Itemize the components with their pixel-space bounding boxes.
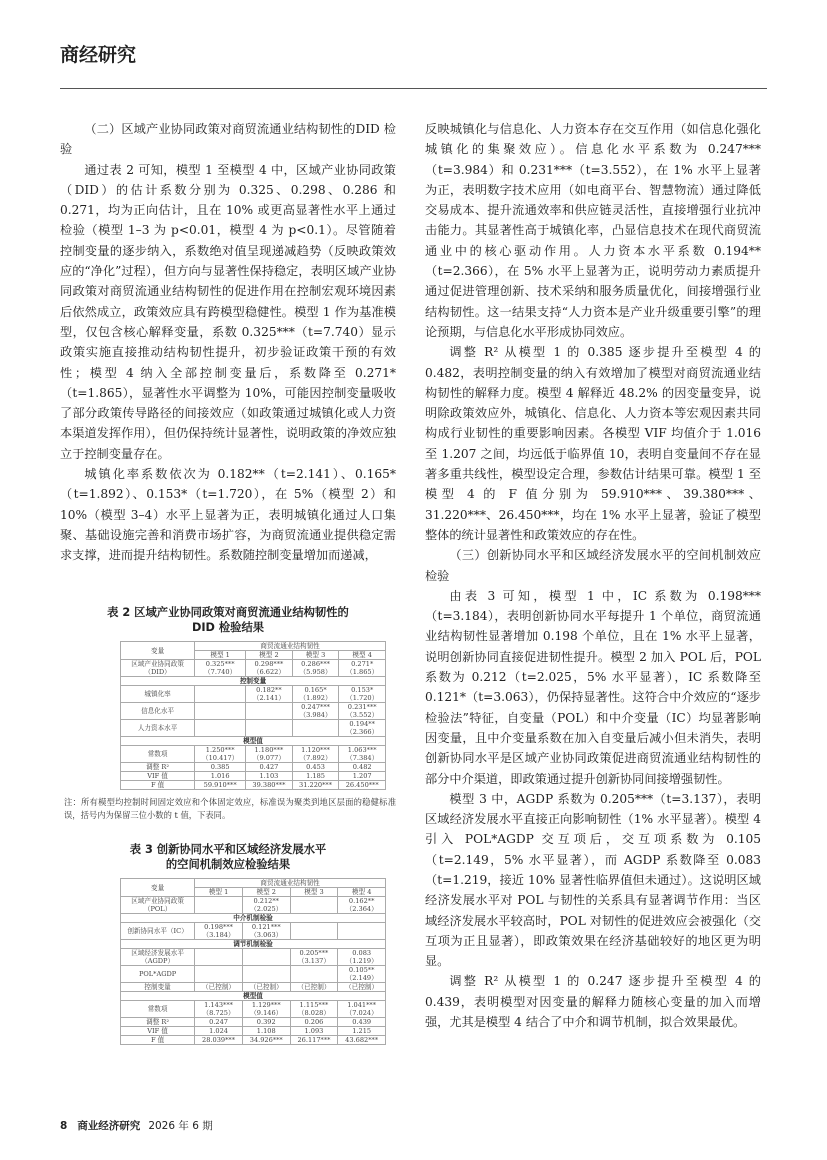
section-row	[121, 737, 386, 746]
value-cell	[195, 897, 243, 914]
value-cell: 0.453	[292, 763, 339, 772]
value-cell: 0.247*** （3.984）	[292, 703, 339, 720]
header-rule	[60, 88, 767, 89]
value-cell: 1.024	[195, 1027, 243, 1036]
section-label: 模型值	[121, 992, 386, 1001]
table-row	[121, 983, 386, 992]
table-title: 表 2 区域产业协同政策对商贸流通业结构韧性的 DID 检验结果	[107, 606, 349, 634]
paragraph: 由表 3 可知，模型 1 中，IC 系数为 0.198***（t=3.184），表明创新协同水平每提升 1 个单位，商贸流通业结构韧性显著增加 0.198 个单位，且在 1% 水平上显著，说明创新协同直接促进韧性提升。模型 2 加入 POL 后，POL 系数为 0.212（t=2.025，5% 水平显著），IC 系数降至 0.121*（t=3.063），仍保持显著性。这符合中介效应的“逐步检验法”特征，自变量（POL）和中介变量（IC）均显著影响因变量，且中介变量系数在加入自变量后减小但未消失，表明创新协同水平是区域产业协同政策促进商贸流通业结构韧性的部分中介渠道，即政策通过提升创新协同间接增强韧性。	[425, 588, 761, 786]
value-cell: 28.039***	[195, 1036, 243, 1045]
table-row	[121, 1001, 386, 1018]
row-label: 区域产业协同政策 （DID）	[121, 660, 195, 677]
table-row	[121, 660, 386, 677]
row-label: 城镇化率	[121, 686, 195, 703]
table-2	[120, 641, 386, 790]
header-row	[121, 879, 386, 888]
paragraph: 调整 R² 从模型 1 的 0.385 逐步提升至模型 4 的 0.482，表明控制变量的纳入有效增加了模型对商贸流通业结构韧性的解释力度。模型 4 解释近 48.2% 的因变量变异，说明除政策效应外，城镇化、信息化、人力资本等宏观因素共同构成行业韧性的重要影响因素。各模型 VIF 均值介于 1.016 至 1.207 之间，均远低于临界值 10，表明自变量间不存在显著多重共线性，模型设定合理，参数估计结果可靠。模型 1 至模型 4 的 F 值分别为 59.910***、39.380***、31.220***、26.450***，均在 1% 水平上显著，验证了模型整体的统计显著性和政策效应的存在性。	[425, 345, 761, 542]
value-cell: 0.165* （1.892）	[292, 686, 339, 703]
table-row	[121, 1018, 386, 1027]
group-header: 商贸流通业结构韧性	[195, 642, 386, 651]
value-cell: 1.120*** （7.892）	[292, 746, 339, 763]
value-cell: 0.206	[290, 1018, 338, 1027]
value-cell: 0.385	[195, 763, 246, 772]
value-cell: 0.105** （2.149）	[338, 966, 386, 983]
section-label: 控制变量	[121, 677, 386, 686]
row-label: POL*AGDP	[121, 966, 195, 983]
table-3-block	[60, 842, 396, 1045]
value-cell	[195, 949, 243, 966]
table-row	[121, 720, 386, 737]
value-cell	[242, 966, 290, 983]
value-cell	[242, 949, 290, 966]
value-cell: 0.162** （2.364）	[338, 897, 386, 914]
issue: 2026 年 6 期	[148, 1120, 213, 1132]
journal-header: 商经研究	[60, 44, 137, 66]
right-column	[425, 119, 761, 1032]
row-label: 控制变量	[121, 983, 195, 992]
column-header: 变量	[121, 642, 195, 660]
value-cell: 0.083 （1.219）	[338, 949, 386, 966]
value-cell: 1.103	[246, 772, 293, 781]
value-cell: 1.185	[292, 772, 339, 781]
value-cell: （已控制）	[290, 983, 338, 992]
model-header: 模型 2	[246, 651, 293, 660]
table-row	[121, 1036, 386, 1045]
row-label: 人力资本水平	[121, 720, 195, 737]
value-cell: 1.041*** （7.024）	[338, 1001, 386, 1018]
value-cell	[338, 923, 386, 940]
model-header: 模型 4	[339, 651, 386, 660]
model-header: 模型 1	[195, 651, 246, 660]
page-number: 8	[60, 1120, 68, 1132]
value-cell: 0.198*** （3.184）	[195, 923, 243, 940]
paragraph: 反映城镇化与信息化、人力资本存在交互作用（如信息化强化城镇化的集聚效应）。信息化水平系数为 0.247***（t=3.984）和 0.231***（t=3.552），在 1% 水平上显著为正，表明数字技术应用（如电商平台、智慧物流）通过降低交易成本、提升流通效率和供应链灵活性，直接增强行业抗冲击能力。其显著性高于城镇化率，凸显信息技术在现代商贸流通业中的核心驱动作用。人力资本水平系数 0.194**（t=2.366），在 5% 水平上显著为正，说明劳动力素质提升通过促进管理创新、技术采纳和服务质量优化，间接增强行业结构韧性。这一结果支持“人力资本是产业升级重要引擎”的理论预期，与信息化水平形成协同效应。	[425, 122, 761, 339]
value-cell: 0.205*** （3.137）	[290, 949, 338, 966]
value-cell: 0.298*** （6.622）	[246, 660, 293, 677]
row-label: 调整 R²	[121, 763, 195, 772]
row-label: 常数项	[121, 1001, 195, 1018]
value-cell: 34.926***	[242, 1036, 290, 1045]
value-cell: 39.380***	[246, 781, 293, 790]
value-cell: 0.121*** （3.063）	[242, 923, 290, 940]
value-cell: 1.016	[195, 772, 246, 781]
section-row	[121, 940, 386, 949]
value-cell	[195, 720, 246, 737]
model-header: 模型 2	[242, 888, 290, 897]
group-header: 商贸流通业结构韧性	[195, 879, 386, 888]
value-cell: 43.682***	[338, 1036, 386, 1045]
section-label: 调节机制检验	[121, 940, 386, 949]
table-row	[121, 1027, 386, 1036]
section-row	[121, 914, 386, 923]
value-cell: 1.180*** （9.077）	[246, 746, 293, 763]
value-cell: 31.220***	[292, 781, 339, 790]
value-cell: 0.153* （1.720）	[339, 686, 386, 703]
value-cell: 0.482	[339, 763, 386, 772]
table-row	[121, 703, 386, 720]
value-cell: （已控制）	[195, 983, 243, 992]
table-row	[121, 949, 386, 966]
model-header: 模型 3	[292, 651, 339, 660]
table-row	[121, 781, 386, 790]
value-cell: 0.247	[195, 1018, 243, 1027]
section-label: 中介机制检验	[121, 914, 386, 923]
value-cell: 1.063*** （7.384）	[339, 746, 386, 763]
model-header: 模型 1	[195, 888, 243, 897]
value-cell: 0.212** （2.025）	[242, 897, 290, 914]
table-row	[121, 686, 386, 703]
value-cell: 26.117***	[290, 1036, 338, 1045]
left-column	[60, 119, 396, 566]
journal-name: 商业经济研究	[77, 1120, 141, 1132]
value-cell	[290, 923, 338, 940]
value-cell: 1.215	[338, 1027, 386, 1036]
table-row	[121, 966, 386, 983]
row-label: 信息化水平	[121, 703, 195, 720]
value-cell: 1.143*** （8.725）	[195, 1001, 243, 1018]
section-heading: （三）创新协同水平和区域经济发展水平的空间机制效应检验	[425, 548, 761, 583]
table-row	[121, 763, 386, 772]
row-label: 常数项	[121, 746, 195, 763]
model-header: 模型 3	[290, 888, 338, 897]
value-cell: 1.207	[339, 772, 386, 781]
page-footer	[60, 1118, 213, 1133]
row-label: F 值	[121, 1036, 195, 1045]
table-note: 注：所有模型均控制时间固定效应和个体固定效应，标准误为聚类到地区层面的稳健标准误，括号内为保留三位小数的 t 值，下表同。	[64, 797, 396, 820]
value-cell	[195, 966, 243, 983]
value-cell: 0.271* （1.865）	[339, 660, 386, 677]
value-cell	[246, 703, 293, 720]
paragraph: 模型 3 中，AGDP 系数为 0.205***（t=3.137），表明区域经济发展水平直接正向影响韧性（1% 水平显著）。模型 4 引入 POL*AGDP 交互项后，交互项系数为 0.105（t=2.149，5% 水平显著），而 AGDP 系数降至 0.083（t=1.219，接近 10% 显著性临界值但未通过）。这说明区域经济发展水平对 POL 与韧性的关系具有显著调节作用：当区域经济发展水平较高时，POL 对韧性的促进效应会被强化（交互项为正且显著），即政策效果在经济基础较好的地区更为明显。	[425, 791, 761, 969]
paragraph: 城镇化率系数依次为 0.182**（t=2.141）、0.165*（t=1.892）、0.153*（t=1.720），在 5%（模型 2）和 10%（模型 3–4）水平上显著为正，表明城镇化通过人口集聚、基础设施完善和消费市场扩容，为商贸流通业提供稳定需求支撑，进而提升结构韧性。系数随控制变量增加而递减，	[60, 467, 396, 563]
value-cell: （已控制）	[242, 983, 290, 992]
header-row	[121, 642, 386, 651]
model-header: 模型 4	[338, 888, 386, 897]
table-row	[121, 746, 386, 763]
value-cell	[290, 897, 338, 914]
section-row	[121, 677, 386, 686]
value-cell: 1.108	[242, 1027, 290, 1036]
table-row	[121, 897, 386, 914]
value-cell: 26.450***	[339, 781, 386, 790]
row-label: VIF 值	[121, 772, 195, 781]
value-cell: 1.129*** （9.146）	[242, 1001, 290, 1018]
value-cell	[290, 966, 338, 983]
value-cell: 0.194** （2.366）	[339, 720, 386, 737]
value-cell: 0.231*** （3.552）	[339, 703, 386, 720]
value-cell	[292, 720, 339, 737]
table-title: 表 3 创新协同水平和区域经济发展水平 的空间机制效应检验结果	[129, 843, 327, 871]
section-row	[121, 992, 386, 1001]
value-cell: 0.392	[242, 1018, 290, 1027]
row-label: 创新协同水平（IC）	[121, 923, 195, 940]
row-label: 区域经济发展水平 （AGDP）	[121, 949, 195, 966]
value-cell: 0.439	[338, 1018, 386, 1027]
value-cell: 1.093	[290, 1027, 338, 1036]
value-cell: 0.427	[246, 763, 293, 772]
value-cell: 0.182** （2.141）	[246, 686, 293, 703]
value-cell: 0.325*** （7.740）	[195, 660, 246, 677]
column-header: 变量	[121, 879, 195, 897]
paragraph: 调整 R² 从模型 1 的 0.247 逐步提升至模型 4 的 0.439，表明模型对因变量的解释力随核心变量的加入而增强，尤其是模型 4 结合了中介和调节机制，拟合效果最优。	[425, 974, 761, 1030]
row-label: VIF 值	[121, 1027, 195, 1036]
row-label: 调整 R²	[121, 1018, 195, 1027]
row-label: F 值	[121, 781, 195, 790]
value-cell	[195, 686, 246, 703]
paragraph: 通过表 2 可知，模型 1 至模型 4 中，区域产业协同政策（DID）的估计系数分别为 0.325、0.298、0.286 和 0.271，均为正向估计，且在 10% 或更高显著性水平上通过检验（模型 1–3 为 p<0.01，模型 4 为 p<0.1）。尽管随着控制变量的逐步纳入，系数绝对值呈现递减趋势（反映政策效应的“净化”过程），但方向与显著性保持稳定，表明区域产业协同政策对商贸流通业结构韧性的促进作用在控制宏观环境因素后依然成立，政策效应具有跨模型稳健性。模型 1 作为基准模型，仅包含核心解释变量，系数 0.325***（t=7.740）显示政策实施直接推动结构韧性提升，初步验证政策干预的有效性；模型 4 纳入全部控制变量后，系数降至 0.271*（t=1.865），显著性水平调整为 10%，可能因控制变量吸收了部分政策传导路径的间接效应（如政策通过城镇化或人力资本渠道发挥作用），但仍保持统计显著性，说明政策的净效应独立于控制变量存在。	[60, 162, 396, 461]
row-label: 区域产业协同政策（POL）	[121, 897, 195, 914]
value-cell: 1.115*** （8.028）	[290, 1001, 338, 1018]
value-cell	[195, 703, 246, 720]
value-cell: （已控制）	[338, 983, 386, 992]
value-cell: 1.250*** （10.417）	[195, 746, 246, 763]
table-row	[121, 923, 386, 940]
value-cell: 59.910***	[195, 781, 246, 790]
section-label: 模型值	[121, 737, 386, 746]
value-cell	[246, 720, 293, 737]
value-cell: 0.286*** （5.958）	[292, 660, 339, 677]
table-3	[120, 878, 386, 1045]
table-row	[121, 772, 386, 781]
section-heading: （二）区域产业协同政策对商贸流通业结构韧性的DID 检验	[60, 122, 396, 157]
table-2-block	[60, 605, 396, 822]
